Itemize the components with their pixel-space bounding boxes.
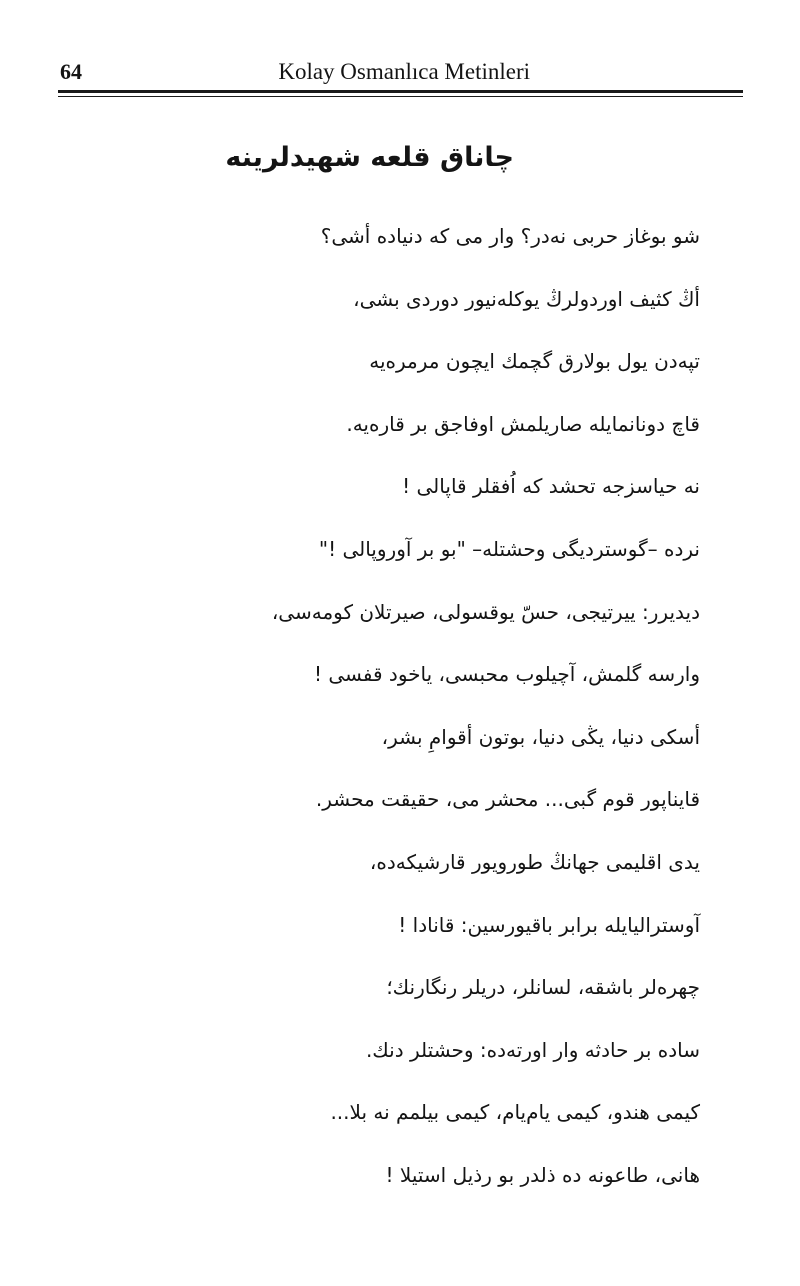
verse-line: وارسه گلمش، آچیلوب محبسی، یاخود قفسی ! [314,662,700,687]
poem-title: چاناق قلعه شهیدلرینه [225,142,514,173]
page-header [58,52,742,88]
poem-verses [240,210,700,1212]
verse-line: أڭ كثیف اوردولرڭ یوكله‌نیور دوردی بشی، [353,286,700,311]
verse-line: قاچ دونانمایله صاریلمش اوفاجق بر قاره‌یه. [346,411,700,436]
verse-line: هانی، طاعونه ده ذلدر بو رذیل استیلا ! [385,1162,700,1187]
page-number: 64 [60,59,82,84]
verse-line: چهره‌لر باشقه، لسانلر، دریلر رنگارنك؛ [386,975,700,1000]
running-title: Kolay Osmanlıca Metinleri [278,59,530,84]
verse-line: دیدیرر: ییرتیجی، حسّ یوقسولی، صیرتلان كومه‌سی، [271,599,700,624]
verse-line: أسكی دنیا، یڭی دنیا، بوتون أقوامِ بشر، [381,724,700,749]
verse-line: قایناپور قوم گبی... محشر می، حقیقت محشر. [315,787,700,812]
verse-line: ساده بر حادثه وار اورته‌ده: وحشتلر دنك. [365,1037,700,1062]
verse-line: آوسترالیایله برابر باقیورسین: قانادا ! [398,912,700,937]
verse-line: یدی اقلیمی جهانڭ طورویور قارشیكه‌ده، [369,849,700,874]
header-rule-thin [58,96,743,97]
verse-line: شو بوغاز حربی نه‌در؟ وار می که دنیاده أشی؟ [320,224,700,248]
verse-line: كیمی هندو، كیمی یام‌یام، كیمی بیلمم نه بلا... [330,1100,700,1125]
verse-line: نه حیاسزجه تحشد كه اُفقلر قاپالی ! [402,474,700,499]
verse-line: نرده –گوسترديگی وحشتله– "بو بر آوروپالی !" [318,536,700,561]
verse-line: تپه‌دن یول بولارق گچمك ایچون مرمره‌یه [369,349,700,374]
header-rule-thick [58,90,743,93]
